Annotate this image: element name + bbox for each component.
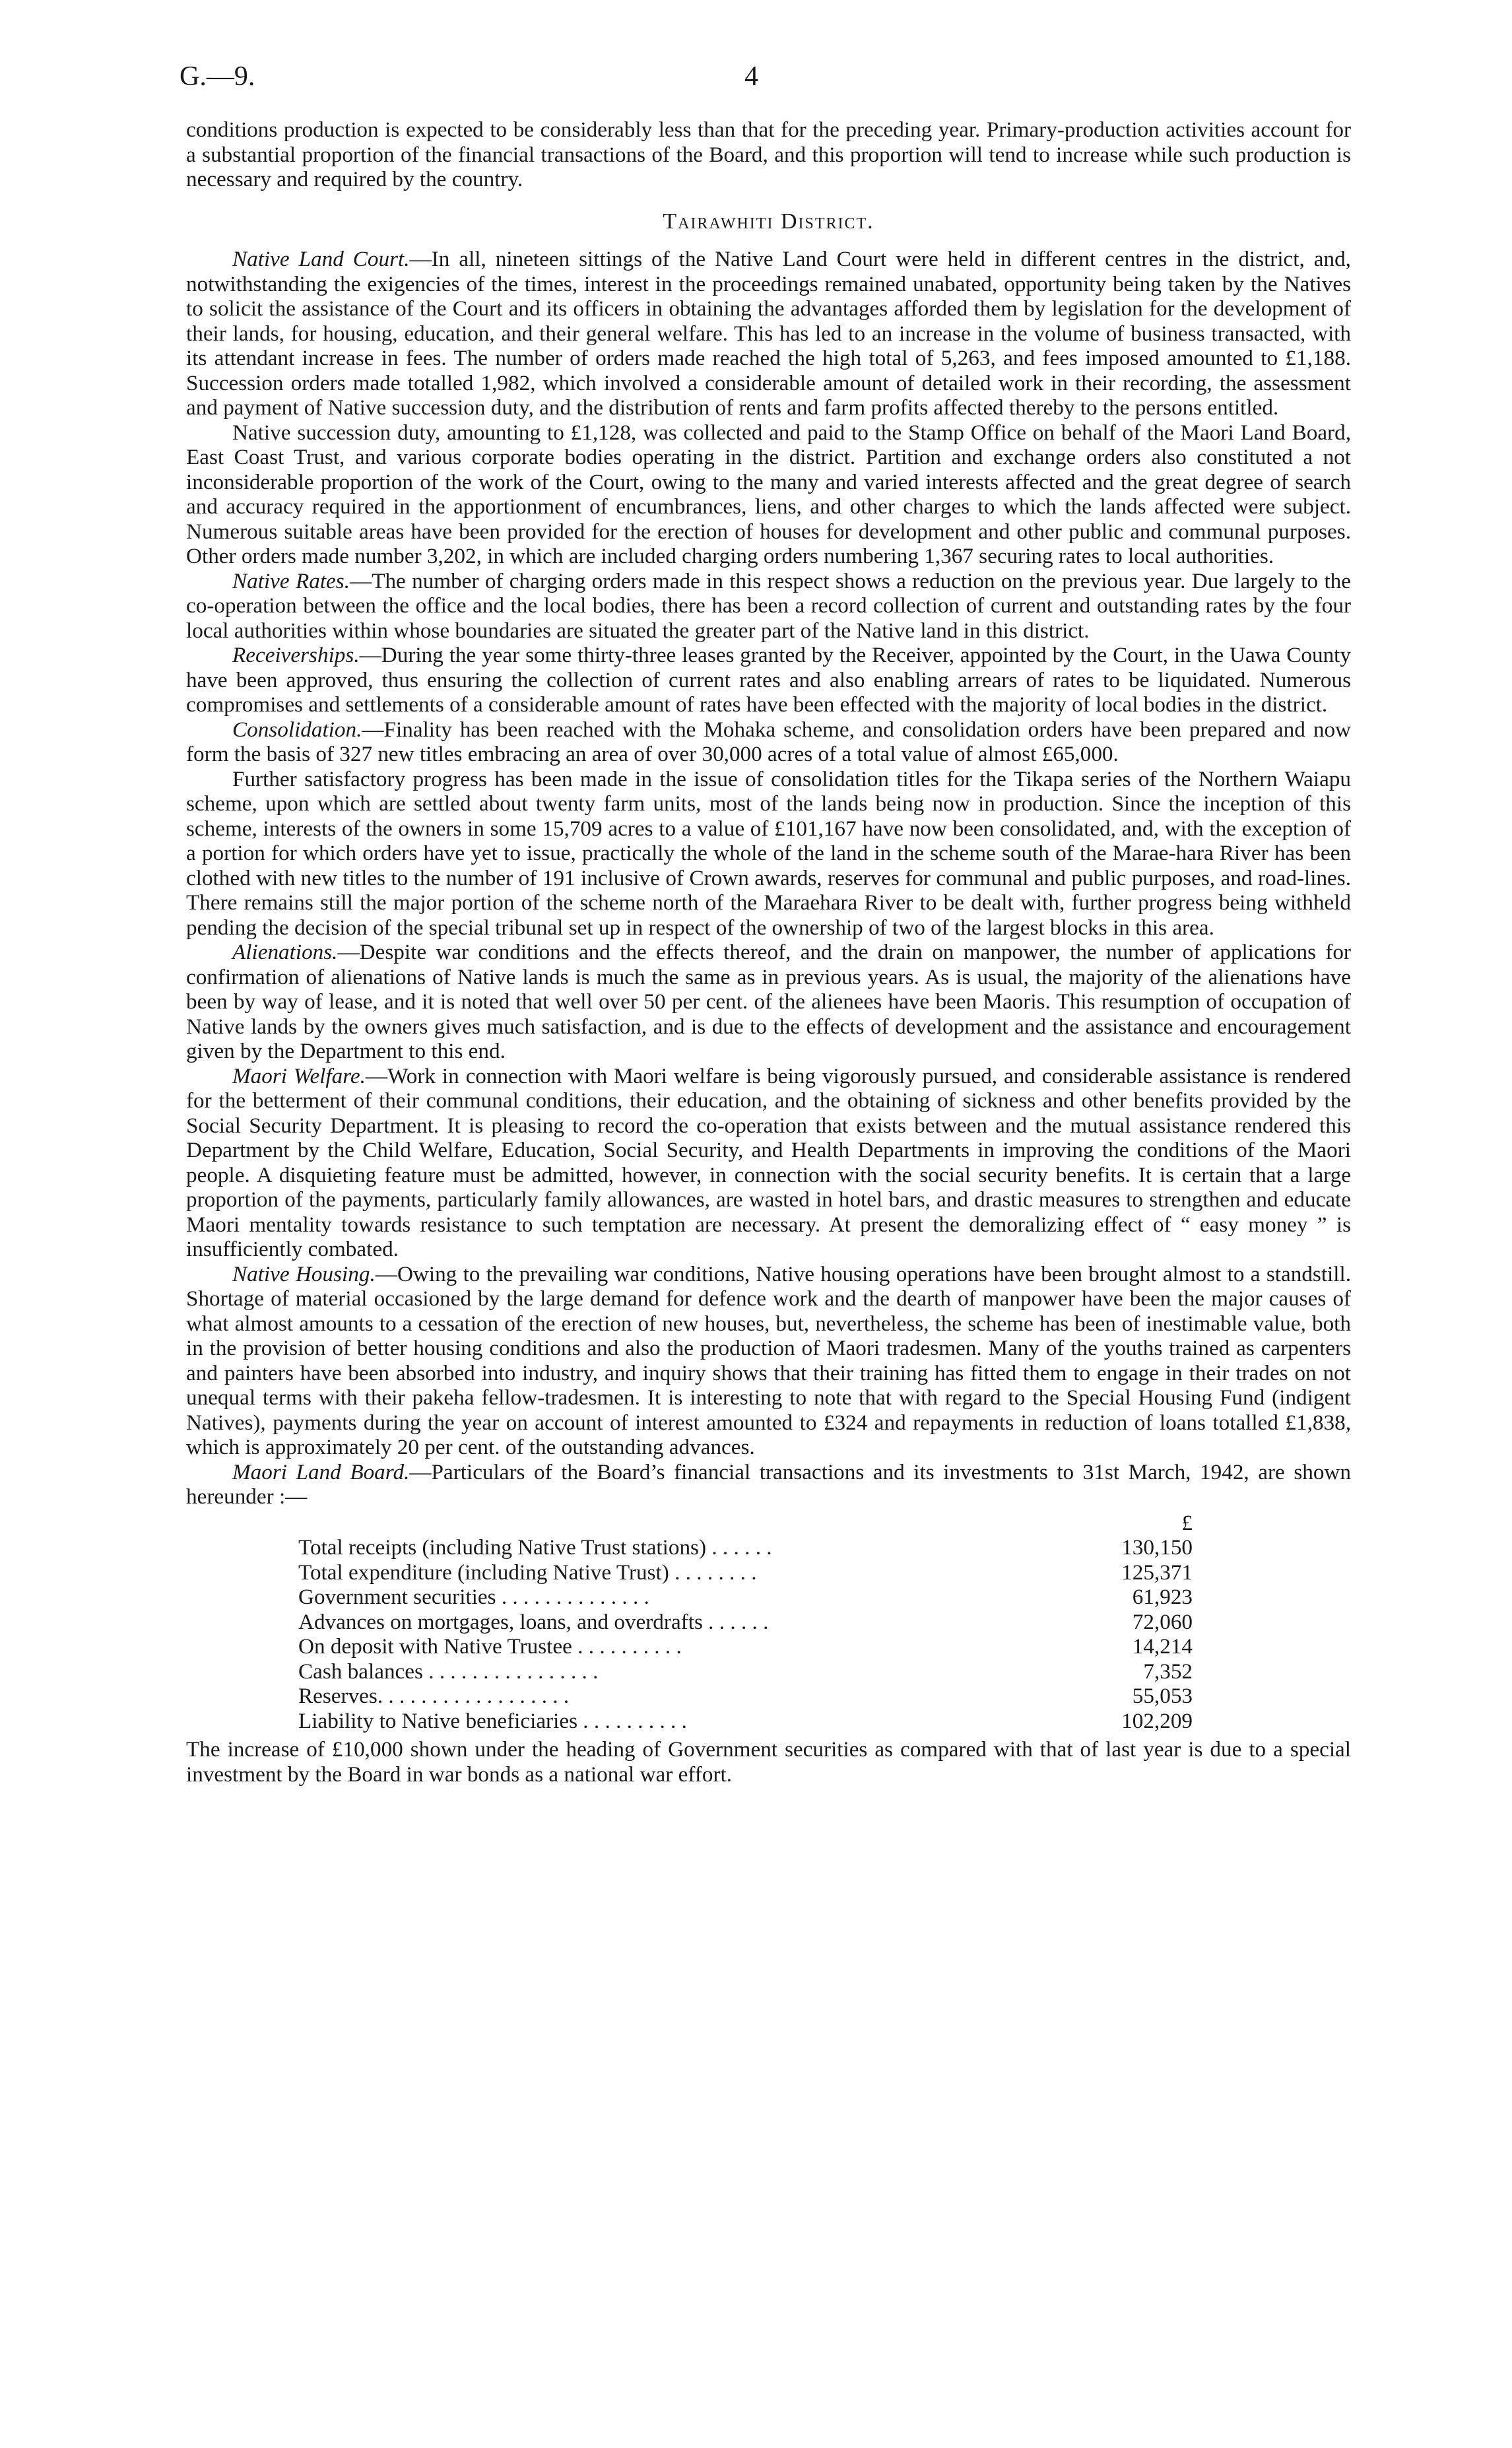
table-row bbox=[298, 1634, 1193, 1659]
dot-leader: . . . . . . bbox=[702, 1609, 769, 1634]
row-value: 72,060 bbox=[1132, 1609, 1193, 1634]
row-value: 102,209 bbox=[1121, 1708, 1193, 1733]
row-label: Total receipts (including Native Trust stations) bbox=[298, 1535, 707, 1560]
row-value: 130,150 bbox=[1121, 1535, 1193, 1560]
table-row bbox=[298, 1709, 1193, 1734]
paragraph-lead: Alienations. bbox=[232, 940, 338, 964]
table-row bbox=[298, 1684, 1193, 1709]
row-value: 125,371 bbox=[1121, 1560, 1193, 1585]
table-row bbox=[298, 1560, 1193, 1585]
row-label: Liability to Native beneficiaries bbox=[298, 1708, 577, 1733]
paragraph-lead: Native Land Court. bbox=[232, 247, 410, 271]
row-label: On deposit with Native Trustee bbox=[298, 1634, 572, 1659]
paragraph-text: —Owing to the prevailing war conditions, Native housing operations have been brought almost to a standstill. Shortage of material occasioned by the large demand for defence work and the dearth of manpower have been the major causes of what almost amounts to a cessation of the erection of new houses, but, nevertheless, the scheme has been of inestimable value, both in the provision of better housing conditions and also the production of Maori tradesmen. Many of the youths trained as carpenters and painters have been absorbed into industry, and inquiry shows that their training has fitted them to engage in their trades on not unequal terms with their pakeha fellow-tradesmen. It is interesting to note that with regard to the Special Housing Fund (indigent Natives), payments during the year on account of interest amounted to £324 and repayments in reduction of loans totalled £1,838, which is approximately 20 per cent. of the outstanding advances. bbox=[186, 1261, 1352, 1459]
dot-leader: . . . . . . . . bbox=[669, 1560, 757, 1585]
paragraph-native-rates bbox=[186, 569, 1351, 644]
paragraph-lead: Native Rates. bbox=[232, 568, 350, 593]
row-value: 55,053 bbox=[1132, 1684, 1193, 1708]
dot-leader: . . . . . . . . . . . . . . . . bbox=[422, 1659, 599, 1684]
section-heading: Tairawhiti District. bbox=[663, 209, 874, 234]
paragraph-text: —The number of charging orders made in this respect shows a reduction on the previous year. Due largely to the co-operation between the office and the local bodies, there has been a record collection of current and outstanding rates by the four local authorities within whose boundaries are situated the greater part of the Native land in this district. bbox=[186, 568, 1351, 643]
paragraph-lead: Receiverships. bbox=[232, 643, 360, 667]
paragraph-text: —Despite war conditions and the effects thereof, and the drain on manpower, the number of applications for confirmation of alienations of Native lands is much the same as in previous years. As is usual, the majority of the alienations have been by way of lease, and it is noted that well over 50 per cent. of the alienees have been Maoris. This resumption of occupation of Native lands by the owners gives much satisfaction, and is due to the effects of development and the assistance and encouragement given by the Department to this end. bbox=[186, 940, 1351, 1063]
paragraph-text: —Particulars of the Board’s financial transactions and its investments to 31st March, 1942, are shown hereunder :— bbox=[186, 1459, 1351, 1509]
dot-leader: . . . . . . bbox=[706, 1535, 772, 1560]
dot-leader: . . . . . . . . . . . . . . bbox=[496, 1585, 649, 1609]
dot-leader: . . . . . . . . . . bbox=[577, 1708, 687, 1733]
table-row bbox=[298, 1659, 1193, 1684]
dot-leader: . . . . . . . . . . bbox=[572, 1634, 682, 1659]
page-number: 4 bbox=[744, 61, 758, 92]
row-value: 61,923 bbox=[1132, 1585, 1193, 1609]
row-value: 7,352 bbox=[1143, 1659, 1193, 1684]
table-row bbox=[298, 1585, 1193, 1610]
paragraph-consolidation bbox=[186, 717, 1351, 767]
paragraph-lead: Native Housing. bbox=[232, 1261, 376, 1286]
paragraph-closing: The increase of £10,000 shown under the heading of Government securities as compared with that of last year is due to a special investment by the Board in war bonds as a national war effort. bbox=[186, 1737, 1351, 1787]
paragraph-lead: Maori Welfare. bbox=[232, 1063, 366, 1088]
paragraph-text: —During the year some thirty-three leases granted by the Receiver, appointed by the Court, in the Uawa County have been approved, thus ensuring the collection of current rates and also enabling arrears of rates to be liquidated. Numerous compromises and settlements of a considerable amount of rates have been effected with the majority of local bodies in the district. bbox=[186, 643, 1351, 717]
paragraph-native-housing bbox=[186, 1262, 1351, 1460]
paragraph-maori-land-board bbox=[186, 1460, 1351, 1509]
paragraph-lead: Maori Land Board. bbox=[232, 1459, 410, 1484]
financial-table bbox=[298, 1511, 1193, 1734]
paragraph-succession-duty: Native succession duty, amounting to £1,128, was collected and paid to the Stamp Office on behalf of the Maori Land Board, East Coast Trust, and various corporate bodies operating in the district. Partition and exchange orders also constituted a not inconsiderable proportion of the work of the Court, owing to the many and varied interests affected and the great degree of search and accuracy required in the apportionment of encumbrances, liens, and other charges to which the lands affected were subject. Numerous suitable areas have been provided for the erection of houses for development and other public and communal purposes. Other orders made number 3,202, in which are included charging orders numbering 1,367 securing rates to local authorities. bbox=[186, 420, 1351, 568]
paragraph-text: —Finality has been reached with the Mohaka scheme, and consolidation orders have been prepared and now form the basis of 327 new titles embracing an area of over 30,000 acres of a total value of almost £65,000. bbox=[186, 717, 1351, 766]
paragraph-continuation: conditions production is expected to be considerably less than that for the preceding year. Primary-production activities account for a substantial proportion of the financial transactions of the Board, and this proportion will tend to increase while such production is necessary and required by the country. bbox=[186, 117, 1351, 191]
paragraph-maori-welfare bbox=[186, 1064, 1351, 1262]
dot-leader: . . . . . . . . . . . . . . . . . . bbox=[377, 1684, 570, 1708]
row-label: Cash balances bbox=[298, 1659, 423, 1684]
row-label: Government securities bbox=[298, 1585, 496, 1609]
paragraph-lead: Consolidation. bbox=[232, 717, 362, 742]
paragraph-native-land-court bbox=[186, 247, 1351, 420]
paragraph-tikapa-progress: Further satisfactory progress has been made in the issue of consolidation titles for the Tikapa series of the Northern Waiapu scheme, upon which are settled about twenty farm units, most of the lands being now in production. Since the inception of this scheme, interests of the owners in some 15,709 acres to a value of £101,167 have now been consolidated, and, with the exception of a portion for which orders have yet to issue, practically the whole of the land in the scheme south of the Marae-hara River has been clothed with new titles to the number of 191 inclusive of Crown awards, reserves for communal and public purposes, and road-lines. There remains still the major portion of the scheme north of the Maraehara River to be dealt with, further progress being withheld pending the decision of the special tribunal set up in respect of the ownership of two of the largest blocks in this area. bbox=[186, 766, 1351, 940]
document-body bbox=[186, 117, 1351, 1787]
paragraph-text: —Work in connection with Maori welfare is being vigorously pursued, and considerable assistance is rendered for the betterment of their communal conditions, their education, and the obtaining of sickness and other benefits provided by the Social Security Department. It is pleasing to record the co-operation that exists between and the mutual assistance rendered this Department by the Child Welfare, Education, Social Security, and Health Departments in improving the conditions of the Maori people. A disquieting feature must be admitted, however, in connection with the social security benefits. It is certain that a large proportion of the payments, particularly family allowances, are wasted in hotel bars, and drastic measures to strengthen and educate Maori mentality towards resistance to such temptation are necessary. At present the demoralizing effect of “ easy money ” is insufficiently combated. bbox=[186, 1063, 1351, 1261]
table-row bbox=[298, 1610, 1193, 1635]
row-label: Reserves bbox=[298, 1684, 378, 1708]
paragraph-text: —In all, nineteen sittings of the Native Land Court were held in different centres in the district, and, notwithstanding the exigencies of the times, interest in the proceedings remained unabated, opportunity being taken by the Natives to solicit the assistance of the Court and its officers in obtaining the advantages afforded them by legislation for the development of their lands, for housing, education, and their general welfare. This has led to an increase in the volume of business transacted, with its attendant increase in fees. The number of orders made reached the high total of 5,263, and fees imposed amounted to £1,188. Succession orders made totalled 1,982, which involved a considerable amount of detailed work in their recording, the assessment and payment of Native succession duty, and the distribution of rents and farm profits affected thereby to the persons entitled. bbox=[186, 247, 1351, 420]
table-row bbox=[298, 1535, 1193, 1560]
paragraph-alienations bbox=[186, 940, 1351, 1064]
currency-header-row bbox=[298, 1511, 1193, 1536]
row-label: Advances on mortgages, loans, and overdrafts bbox=[298, 1609, 703, 1634]
row-value: 14,214 bbox=[1132, 1634, 1193, 1659]
paragraph-receiverships bbox=[186, 643, 1351, 717]
row-label: Total expenditure (including Native Trust) bbox=[298, 1560, 669, 1585]
document-reference: G.—9. bbox=[180, 61, 255, 92]
currency-unit: £ bbox=[1181, 1510, 1193, 1535]
